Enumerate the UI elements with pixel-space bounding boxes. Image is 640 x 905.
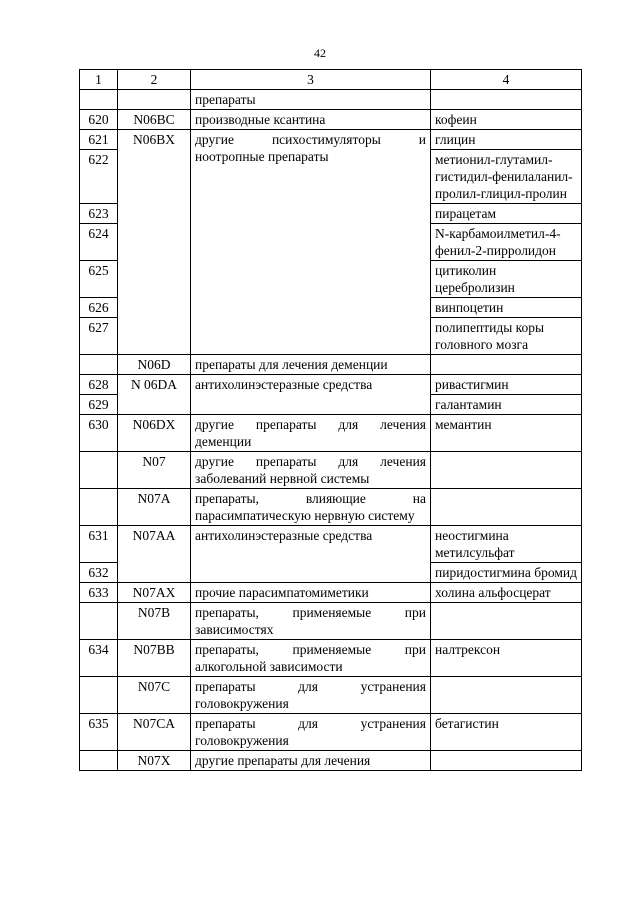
row-number: 633: [80, 583, 118, 603]
table-row: [80, 714, 582, 751]
atc-code: N06DX: [118, 415, 191, 452]
atc-code: N06D: [118, 355, 191, 375]
row-number: 626: [80, 298, 118, 318]
row-number: [80, 355, 118, 375]
drug-name: N-карбамоилметил-4-фенил-2-пирролидон: [431, 224, 582, 261]
atc-group: производные ксантина: [191, 110, 431, 130]
header-col-1: 1: [80, 70, 118, 90]
atc-code: [118, 90, 191, 110]
atc-code: N07CA: [118, 714, 191, 751]
drug-name: неостигмина метилсульфат: [431, 526, 582, 563]
table-row: [80, 489, 582, 526]
atc-code: N 06DA: [118, 375, 191, 415]
drug-name: [431, 355, 582, 375]
row-number: 629: [80, 395, 118, 415]
row-number: [80, 751, 118, 771]
drug-name: кофеин: [431, 110, 582, 130]
table-row: [80, 130, 582, 150]
atc-group: антихолинэстеразные средства: [191, 375, 431, 415]
page-number: 42: [314, 46, 326, 60]
drug-name: галантамин: [431, 395, 582, 415]
atc-code: N06BC: [118, 110, 191, 130]
row-number: 631: [80, 526, 118, 563]
row-number: 627: [80, 318, 118, 355]
atc-code: N07X: [118, 751, 191, 771]
atc-code: N07C: [118, 677, 191, 714]
atc-code: N07A: [118, 489, 191, 526]
header-col-2: 2: [118, 70, 191, 90]
atc-group: препараты для лечения деменции: [191, 355, 431, 375]
row-number: 635: [80, 714, 118, 751]
table-row: [80, 526, 582, 563]
atc-group: препараты, применяемые при алкогольной зависимости: [191, 640, 431, 677]
table-row: [80, 583, 582, 603]
table-row: [80, 603, 582, 640]
row-number: 623: [80, 204, 118, 224]
table-row: [80, 640, 582, 677]
drug-name: пирацетам: [431, 204, 582, 224]
atc-group: антихолинэстеразные средства: [191, 526, 431, 583]
row-number: 621: [80, 130, 118, 150]
drug-name: пиридостигмина бромид: [431, 563, 582, 583]
atc-code: N07BB: [118, 640, 191, 677]
row-number: [80, 452, 118, 489]
atc-group: другие препараты для лечения: [191, 751, 431, 771]
drug-name: ривастигмин: [431, 375, 582, 395]
header-col-4: 4: [431, 70, 582, 90]
drug-name: [431, 489, 582, 526]
header-col-3: 3: [191, 70, 431, 90]
table-row: [80, 355, 582, 375]
row-number: 622: [80, 150, 118, 204]
atc-group: препараты: [191, 90, 431, 110]
drug-name: глицин: [431, 130, 582, 150]
table-row: [80, 677, 582, 714]
table-row: [80, 90, 582, 110]
row-number: [80, 677, 118, 714]
atc-code: N07B: [118, 603, 191, 640]
table-row: [80, 415, 582, 452]
drug-name: цитиколин церебролизин: [431, 261, 582, 298]
drug-name: налтрексон: [431, 640, 582, 677]
atc-code: N07: [118, 452, 191, 489]
row-number: 634: [80, 640, 118, 677]
atc-group: препараты, применяемые при зависимостях: [191, 603, 431, 640]
table-row: [80, 110, 582, 130]
atc-group: препараты, влияющие на парасимпатическую нервную систему: [191, 489, 431, 526]
atc-code: N06BX: [118, 130, 191, 355]
atc-group: препараты для устранения головокружения: [191, 677, 431, 714]
drug-name: метионил-глутамил-гистидил-фенилаланил-пролил-глицил-пролин: [431, 150, 582, 204]
row-number: 624: [80, 224, 118, 261]
drug-name: [431, 677, 582, 714]
row-number: 632: [80, 563, 118, 583]
row-number: 630: [80, 415, 118, 452]
row-number: 625: [80, 261, 118, 298]
medicines-table: [79, 69, 582, 771]
table-header-row: [80, 70, 582, 90]
row-number: [80, 90, 118, 110]
table-row: [80, 375, 582, 395]
table-row: [80, 751, 582, 771]
atc-group: другие препараты для лечения деменции: [191, 415, 431, 452]
atc-group: другие препараты для лечения заболеваний нервной системы: [191, 452, 431, 489]
atc-group: другие психостимуляторы и ноотропные препараты: [191, 130, 431, 355]
drug-name: [431, 751, 582, 771]
drug-name: мемантин: [431, 415, 582, 452]
drug-name: полипептиды коры головного мозга: [431, 318, 582, 355]
table-row: [80, 452, 582, 489]
drug-name: бетагистин: [431, 714, 582, 751]
row-number: 620: [80, 110, 118, 130]
drug-name: холина альфосцерат: [431, 583, 582, 603]
row-number: [80, 489, 118, 526]
row-number: 628: [80, 375, 118, 395]
atc-group: прочие парасимпатомиметики: [191, 583, 431, 603]
atc-code: N07AA: [118, 526, 191, 583]
drug-name: [431, 90, 582, 110]
atc-group: препараты для устранения головокружения: [191, 714, 431, 751]
drug-name: [431, 452, 582, 489]
atc-code: N07AX: [118, 583, 191, 603]
drug-name: винпоцетин: [431, 298, 582, 318]
drug-name: [431, 603, 582, 640]
row-number: [80, 603, 118, 640]
